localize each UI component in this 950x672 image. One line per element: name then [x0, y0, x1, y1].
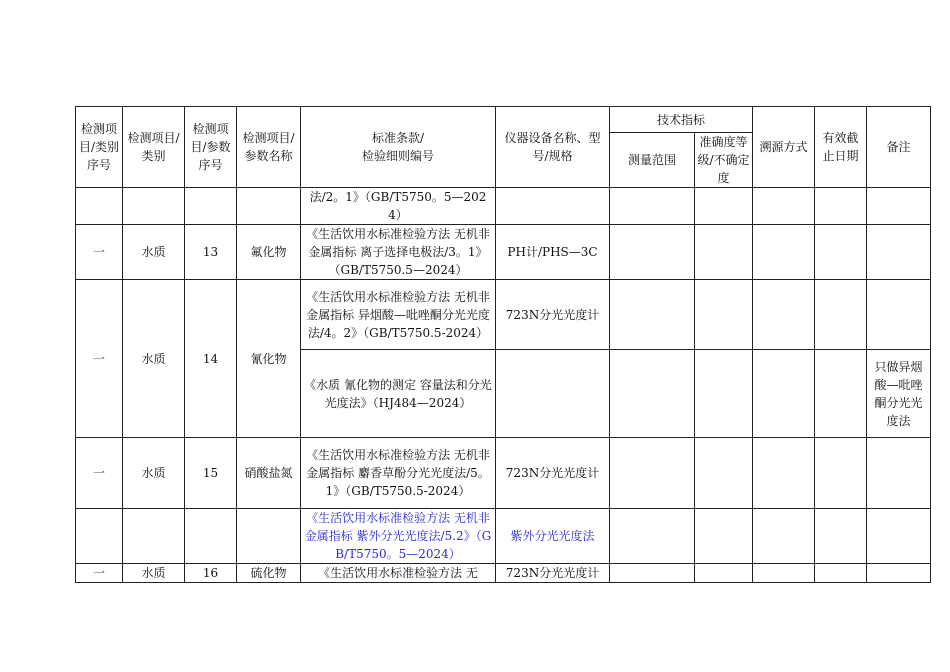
table-row [76, 225, 931, 280]
param-seq-cell: 16 [185, 564, 237, 583]
instrument-cell: 723N分光光度计 [496, 438, 610, 509]
instrument-cell: 723N分光光度计 [496, 564, 610, 583]
standard-cell: 法/2。1》（GB/T5750。5—2024） [301, 188, 496, 225]
param-name-cell: 硫化物 [237, 564, 301, 583]
remark-cell: 只做异烟酸—吡唑酮分光光度法 [867, 350, 931, 438]
table-row [76, 188, 931, 225]
header-range: 测量范围 [610, 133, 695, 188]
instrument-cell: 723N分光光度计 [496, 280, 610, 350]
header-category: 检测项目/类别 [123, 107, 185, 188]
header-expiry: 有效截止日期 [815, 107, 867, 188]
standard-cell: 《生活饮用水标准检验方法 无机非金属指标 紫外分光光度法/5.2》（GB/T5750。5—2024） [301, 509, 496, 564]
param-seq-cell: 13 [185, 225, 237, 280]
standard-cell: 《水质 氰化物的测定 容量法和分光光度法》（HJ484—2024） [301, 350, 496, 438]
category-seq-cell: 一 [76, 280, 123, 438]
table-row [76, 564, 931, 583]
category-cell: 水质 [123, 280, 185, 438]
header-traceability: 溯源方式 [753, 107, 815, 188]
param-name-cell: 氟化物 [237, 225, 301, 280]
header-remark: 备注 [867, 107, 931, 188]
category-cell: 水质 [123, 225, 185, 280]
category-seq-cell: 一 [76, 564, 123, 583]
standard-cell: 《生活饮用水标准检验方法 无机非金属指标 麝香草酚分光光度法/5。1》（GB/T5750.5-2024） [301, 438, 496, 509]
header-tech-spec: 技术指标 [610, 107, 753, 133]
table-row [76, 509, 931, 564]
header-category-seq: 检测项目/类别序号 [76, 107, 123, 188]
header-instrument: 仪器设备名称、型号/规格 [496, 107, 610, 188]
category-seq-cell: 一 [76, 225, 123, 280]
param-name-cell: 氰化物 [237, 280, 301, 438]
param-seq-cell: 15 [185, 438, 237, 509]
standard-cell: 《生活饮用水标准检验方法 无机非金属指标 离子选择电极法/3。1》（GB/T5750.5—2024） [301, 225, 496, 280]
instrument-cell: PH计/PHS—3C [496, 225, 610, 280]
standard-cell: 《生活饮用水标准检验方法 无机非金属指标 异烟酸—吡唑酮分光光度法/4。2》（GB/T5750.5-2024） [301, 280, 496, 350]
table-row [76, 280, 931, 350]
param-seq-cell: 14 [185, 280, 237, 438]
header-accuracy: 准确度等级/不确定度 [695, 133, 753, 188]
standard-cell: 《生活饮用水标准检验方法 无 [301, 564, 496, 583]
category-seq-cell: 一 [76, 438, 123, 509]
standards-table [75, 106, 931, 583]
header-standard: 标准条款/ 检验细则编号 [301, 107, 496, 188]
header-param-name: 检测项目/参数名称 [237, 107, 301, 188]
header-param-seq: 检测项目/参数序号 [185, 107, 237, 188]
header-row [76, 107, 931, 133]
instrument-cell: 紫外分光光度法 [496, 509, 610, 564]
table-row [76, 438, 931, 509]
category-cell: 水质 [123, 564, 185, 583]
category-cell: 水质 [123, 438, 185, 509]
param-name-cell: 硝酸盐氮 [237, 438, 301, 509]
